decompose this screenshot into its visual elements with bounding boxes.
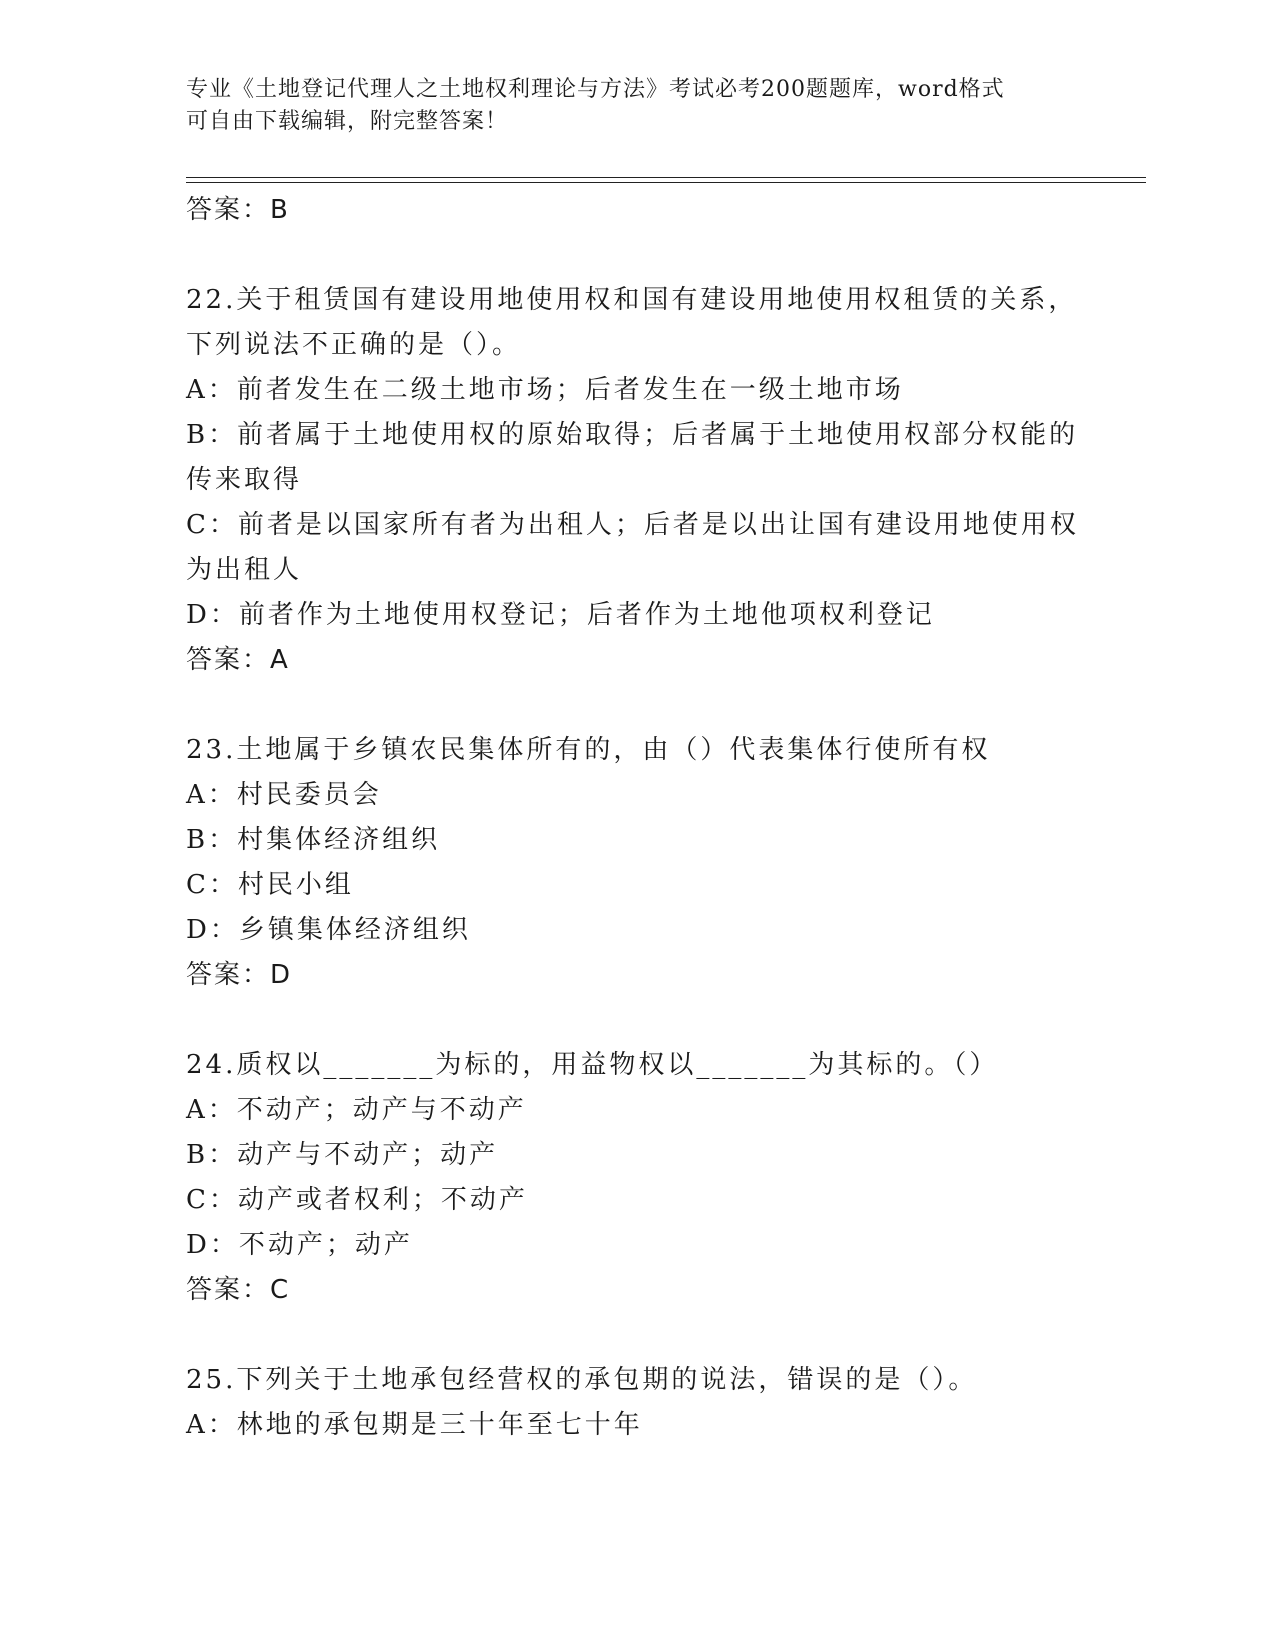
question-block xyxy=(186,1043,1086,1313)
question-gap xyxy=(186,683,1086,728)
question-gap xyxy=(186,1313,1086,1358)
answer-line: 答案：D xyxy=(186,960,293,990)
option-line: B：村集体经济组织 xyxy=(186,825,441,855)
question-gap xyxy=(186,233,1086,278)
question-gap xyxy=(186,998,1086,1043)
question-stem-line: 下列说法不正确的是（）。 xyxy=(186,330,522,360)
previous-answer: 答案：B xyxy=(186,195,290,225)
header-line-1: 专业《土地登记代理人之土地权利理论与方法》考试必考200题题库，word格式 xyxy=(186,77,1005,102)
page-header xyxy=(186,74,1066,138)
question-block xyxy=(186,728,1086,998)
option-line: 传来取得 xyxy=(186,465,303,495)
option-line: A：不动产；动产与不动产 xyxy=(186,1095,527,1125)
option-line: A：林地的承包期是三十年至七十年 xyxy=(186,1410,643,1440)
option-line: A：前者发生在二级土地市场；后者发生在一级土地市场 xyxy=(186,375,904,405)
question-stem-line: 23.土地属于乡镇农民集体所有的，由（）代表集体行使所有权 xyxy=(186,735,991,765)
answer-line: 答案：A xyxy=(186,645,290,675)
header-rule-bottom xyxy=(186,182,1146,183)
option-line: D：前者作为土地使用权登记；后者作为土地他项权利登记 xyxy=(186,600,935,630)
option-line: 为出租人 xyxy=(186,555,303,585)
question-block xyxy=(186,1358,1086,1448)
option-line: A：村民委员会 xyxy=(186,780,382,810)
header-line-2: 可自由下载编辑，附完整答案！ xyxy=(186,109,509,134)
option-line: C：前者是以国家所有者为出租人；后者是以出让国有建设用地使用权 xyxy=(186,510,1079,540)
option-line: B：前者属于土地使用权的原始取得；后者属于土地使用权部分权能的 xyxy=(186,420,1079,450)
question-stem-line: 22.关于租赁国有建设用地使用权和国有建设用地使用权租赁的关系， xyxy=(186,285,1078,315)
option-line: D：不动产；动产 xyxy=(186,1230,413,1260)
option-line: D：乡镇集体经济组织 xyxy=(186,915,471,945)
header-rule-top xyxy=(186,177,1146,178)
question-stem-line: 24.质权以_______为标的，用益物权以_______为其标的。（） xyxy=(186,1050,999,1080)
answer-line: 答案：C xyxy=(186,1275,291,1305)
question-stem-line: 25.下列关于土地承包经营权的承包期的说法，错误的是（）。 xyxy=(186,1365,978,1395)
option-line: C：村民小组 xyxy=(186,870,354,900)
option-line: C：动产或者权利；不动产 xyxy=(186,1185,528,1215)
question-block xyxy=(186,278,1086,683)
question-list xyxy=(186,188,1086,1448)
option-line: B：动产与不动产；动产 xyxy=(186,1140,499,1170)
